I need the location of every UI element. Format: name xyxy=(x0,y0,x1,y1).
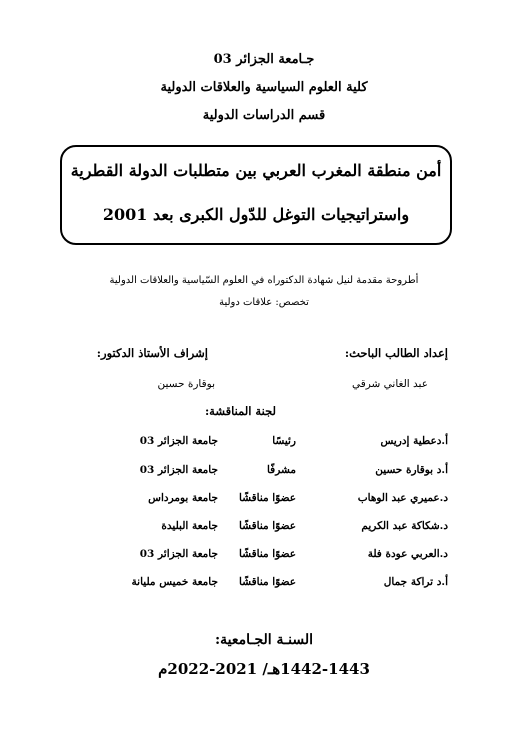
committee-row xyxy=(0,548,528,566)
supervisor-name: بوقارة حسين xyxy=(157,378,215,390)
title-line-2: واستراتيجيات التوغل للدّول الكبرى بعد 2001 xyxy=(102,205,410,224)
member-university: جامعة الجزائر 03 xyxy=(139,464,218,476)
member-university: جامعة بومرداس xyxy=(148,492,218,504)
title-box xyxy=(60,145,452,245)
member-role: عضوًا مناقشًا xyxy=(239,548,296,560)
university-name: جـامعة الجزائر 03 xyxy=(213,52,315,67)
academic-year-value: 1442-1443هـ/ 2021-2022م xyxy=(158,660,370,678)
member-university: جامعة الجزائر 03 xyxy=(139,435,218,447)
committee-label: لجنة المناقشة: xyxy=(204,404,276,418)
supervisor-label: إشراف الأستاذ الدكتور: xyxy=(96,346,208,360)
academic-year-label: السنـة الجـامعية: xyxy=(214,632,314,648)
student-label: إعداد الطالب الباحث: xyxy=(344,346,448,360)
committee-row xyxy=(0,576,528,594)
member-role: عضوًا مناقشًا xyxy=(239,576,296,588)
member-role: عضوًا مناقشًا xyxy=(239,520,296,532)
faculty-name: كلية العلوم السياسية والعلاقات الدولية xyxy=(160,80,368,95)
committee-row xyxy=(0,520,528,538)
member-university: جامعة البليدة xyxy=(161,520,218,532)
committee-row xyxy=(0,464,528,482)
committee-row xyxy=(0,435,528,453)
member-role: رئيسًا xyxy=(272,435,296,447)
member-university: جامعة الجزائر 03 xyxy=(139,548,218,560)
member-university: جامعة خميس مليانة xyxy=(131,576,218,588)
member-role: عضوًا مناقشًا xyxy=(239,492,296,504)
member-name: د.شكاكة عبد الكريم xyxy=(361,520,448,532)
member-name: أ.د بوقارة حسين xyxy=(375,464,448,476)
student-name: عبد الغاني شرقي xyxy=(351,378,428,390)
department-name: قسم الدراسات الدولية xyxy=(202,108,326,123)
member-name: د.عميري عبد الوهاب xyxy=(357,492,448,504)
committee-row xyxy=(0,492,528,510)
thesis-description: أطروحة مقدمة لنيل شهادة الدكتوراه في العلوم السّياسية والعلاقات الدولية xyxy=(109,275,419,286)
thesis-specialty: تخصص: علاقات دولية xyxy=(219,297,309,308)
member-role: مشرفًا xyxy=(266,464,296,476)
member-name: أ.دعطية إدريس xyxy=(380,435,448,447)
member-name: د.العربي عودة فلة xyxy=(367,548,448,560)
member-name: أ.د تراكة جمال xyxy=(383,576,448,588)
title-line-1: أمن منطقة المغرب العربي بين متطلبات الدولة القطرية xyxy=(70,161,442,180)
